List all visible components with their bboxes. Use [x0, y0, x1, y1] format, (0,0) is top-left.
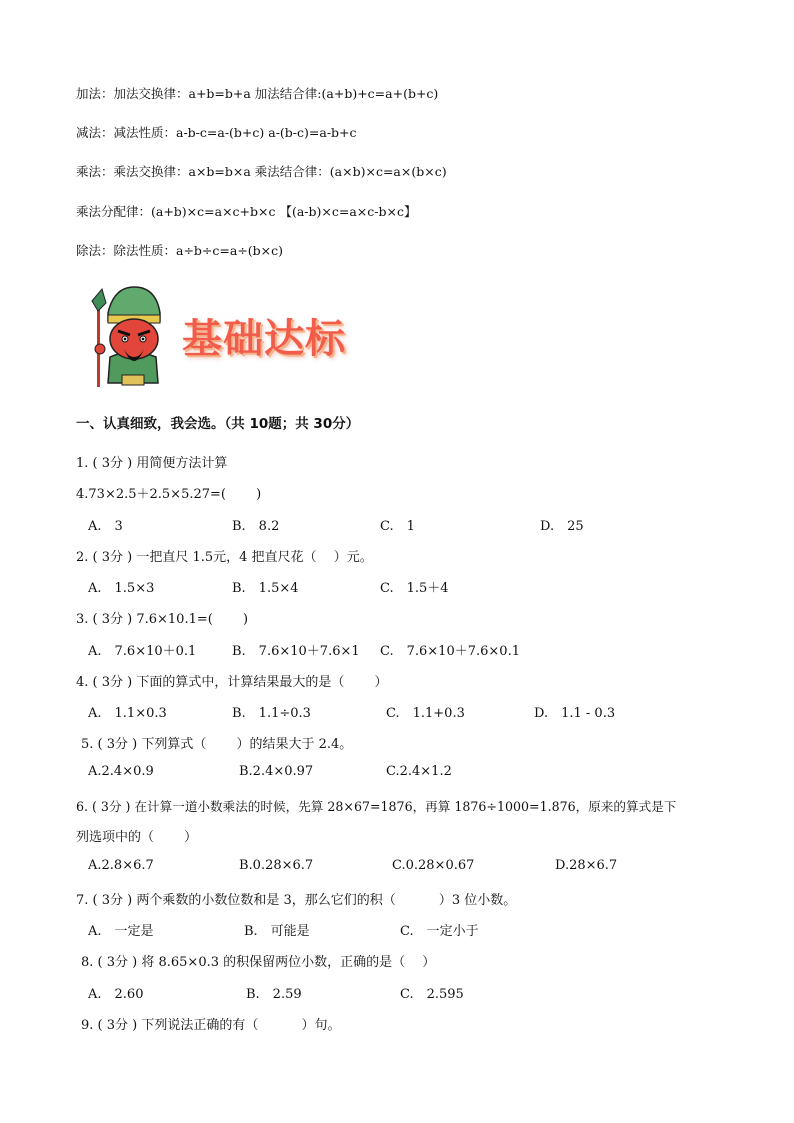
question-7-stem: 7. ( 3分 ) 两个乘数的小数位数和是 3，那么它们的积（ ）3 位小数。	[76, 893, 517, 908]
law-distributive: 乘法分配律：(a+b)×c=a×c+b×c 【(a-b)×c=a×c-b×c】	[76, 204, 417, 219]
question-8-option-c[interactable]: C. 2.595	[400, 987, 464, 1002]
question-1-option-c[interactable]: C. 1	[380, 519, 415, 534]
question-4-option-b[interactable]: B. 1.1÷0.3	[232, 706, 311, 721]
question-5-option-a[interactable]: A.2.4×0.9	[88, 764, 154, 779]
banner-title: 基础达标	[182, 316, 346, 362]
law-subtraction: 减法：减法性质：a-b-c=a-(b+c) a-(b-c)=a-b+c	[76, 125, 357, 140]
question-7-option-a[interactable]: A. 一定是	[88, 924, 154, 939]
law-division: 除法：除法性质：a÷b÷c=a÷(b×c)	[76, 243, 284, 258]
question-8-option-a[interactable]: A. 2.60	[88, 987, 144, 1002]
question-3-stem: 3. ( 3分 ) 7.6×10.1=( )	[76, 612, 249, 627]
question-2-option-c[interactable]: C. 1.5＋4	[380, 581, 449, 596]
section-banner	[84, 283, 384, 391]
question-6-option-a[interactable]: A.2.8×6.7	[88, 858, 154, 873]
law-addition: 加法：加法交换律：a+b=b+a 加法结合律:(a+b)+c=a+(b+c)	[76, 86, 439, 101]
question-6-stem: 6. ( 3分 ) 在计算一道小数乘法的时候，先算 28×67=1876，再算 1876÷1000=1.876，原来的算式是下	[76, 799, 677, 814]
question-4-option-d[interactable]: D. 1.1 - 0.3	[534, 706, 616, 721]
question-7-option-b[interactable]: B. 可能是	[244, 924, 310, 939]
question-6-option-c[interactable]: C.0.28×0.67	[392, 858, 475, 873]
question-7-option-c[interactable]: C. 一定小于	[400, 924, 479, 939]
question-9-stem: 9. ( 3分 ) 下列说法正确的有（ ）句。	[81, 1018, 341, 1033]
question-6-option-b[interactable]: B.0.28×6.7	[239, 858, 314, 873]
question-6-option-d[interactable]: D.28×6.7	[555, 858, 618, 873]
question-1-option-a[interactable]: A. 3	[88, 519, 123, 534]
question-1-option-b[interactable]: B. 8.2	[232, 519, 280, 534]
question-6-stem-continued: 列选项中的（ ）	[76, 830, 198, 845]
question-4-option-a[interactable]: A. 1.1×0.3	[88, 706, 167, 721]
question-3-option-b[interactable]: B. 7.6×10＋7.6×1	[232, 644, 360, 659]
question-1-expression: 4.73×2.5＋2.5×5.27=( )	[76, 487, 262, 502]
question-2-option-a[interactable]: A. 1.5×3	[88, 581, 155, 596]
question-1-stem: 1. ( 3分 ) 用简便方法计算	[76, 456, 228, 471]
question-2-option-b[interactable]: B. 1.5×4	[232, 581, 299, 596]
question-4-stem: 4. ( 3分 ) 下面的算式中，计算结果最大的是（ ）	[76, 675, 388, 690]
question-8-option-b[interactable]: B. 2.59	[246, 987, 302, 1002]
question-5-option-c[interactable]: C.2.4×1.2	[386, 764, 452, 779]
question-5-option-b[interactable]: B.2.4×0.97	[239, 764, 314, 779]
law-multiplication: 乘法：乘法交换律：a×b=b×a 乘法结合律：(a×b)×c=a×(b×c)	[76, 164, 447, 179]
section-title: 一、认真细致，我会选。（共 10题；共 30分）	[76, 416, 360, 432]
question-5-stem: 5. ( 3分 ) 下列算式（ ）的结果大于 2.4。	[81, 737, 353, 752]
guan-yu-cartoon-icon	[84, 283, 184, 391]
question-3-option-a[interactable]: A. 7.6×10＋0.1	[88, 644, 197, 659]
question-3-option-c[interactable]: C. 7.6×10＋7.6×0.1	[380, 644, 520, 659]
question-2-stem: 2. ( 3分 ) 一把直尺 1.5元，4 把直尺花（ ）元。	[76, 550, 373, 565]
question-8-stem: 8. ( 3分 ) 将 8.65×0.3 的积保留两位小数，正确的是（ ）	[81, 955, 436, 970]
question-4-option-c[interactable]: C. 1.1+0.3	[386, 706, 465, 721]
question-1-option-d[interactable]: D. 25	[540, 519, 584, 534]
